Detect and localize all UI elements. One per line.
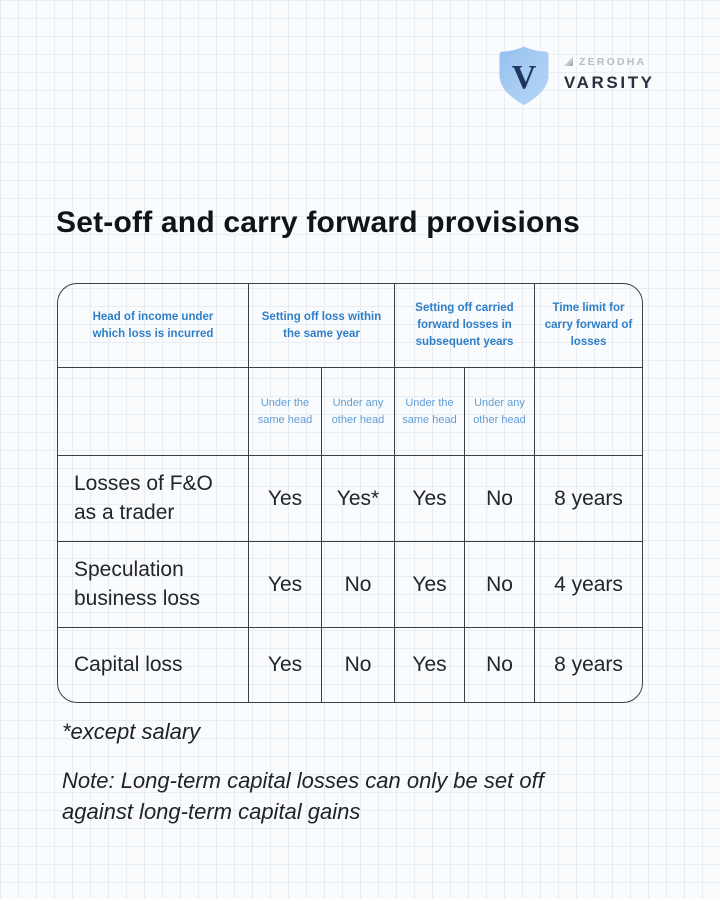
table-cell: Yes [249,456,322,542]
row-label-fo-losses: Losses of F&O as a trader [58,456,249,542]
subheader-empty-cell [58,368,249,456]
page-title: Set-off and carry forward provisions [56,206,580,239]
header-head-of-income [58,284,249,368]
row-label-capital-loss: Capital loss [58,628,249,702]
table-cell: Yes [249,628,322,702]
zerodha-kite-icon [564,57,574,67]
header-time-limit [535,284,642,368]
subheader-text: Under the same head [257,397,313,426]
table-cell: No [465,456,535,542]
subheader-text: Under any other head [331,397,385,426]
subheader-under-other-head-2 [465,368,535,456]
subheader-text: Under the same head [402,397,457,426]
subheader-under-same-head-1 [249,368,322,456]
header-text: Setting off loss within the same year [261,310,382,340]
zerodha-wordmark: ZERODHA [579,56,647,68]
header-setting-off-same-year [249,284,395,368]
table-cell: Yes* [322,456,395,542]
table-cell: No [322,628,395,702]
varsity-wordmark: VARSITY [564,73,655,92]
table-cell: Yes [395,542,465,628]
footnote-long-term-note [62,765,682,827]
subheader-text: Under any other head [473,397,526,426]
varsity-shield-icon [498,46,550,106]
header-setting-off-carried-forward [395,284,535,368]
table-cell: Yes [249,542,322,628]
table-cell: Yes [395,628,465,702]
subheader-empty-cell [535,368,642,456]
header-text: Time limit for carry forward of losses [544,302,633,348]
subheader-under-other-head-1 [322,368,395,456]
table-cell: No [465,628,535,702]
shield-letter: V [511,59,537,96]
row-label-speculation-loss: Speculation business loss [58,542,249,628]
varsity-logo [498,46,655,106]
footnote-except-salary: *except salary [62,719,201,744]
set-off-provisions-table [57,283,643,703]
table-cell: No [465,542,535,628]
table-cell: 8 years [535,456,642,542]
header-text: Head of income under which loss is incurred [92,310,214,340]
table-cell: 8 years [554,653,623,676]
footnote-line: against long-term capital gains [62,799,361,825]
table-cell: No [322,542,395,628]
subheader-under-same-head-2 [395,368,465,456]
header-text: Setting off carried forward losses in subsequent years [415,302,514,348]
table-cell: Yes [395,456,465,542]
table-cell: 4 years [535,542,642,628]
footnote-line: Note: Long-term capital losses can only be set off [62,768,544,793]
